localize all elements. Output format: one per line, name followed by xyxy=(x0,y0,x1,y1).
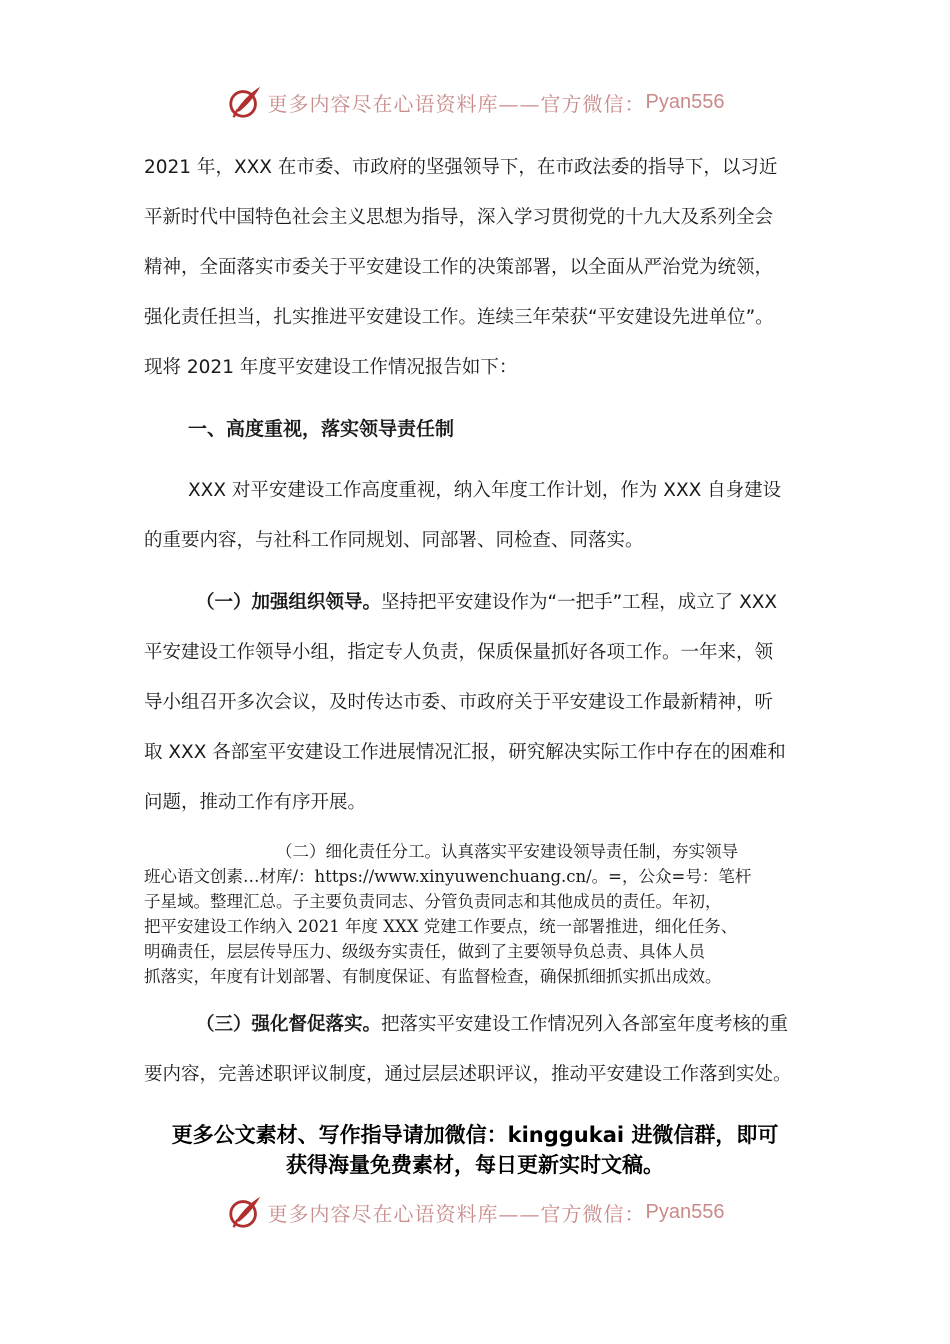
subsection-first-line xyxy=(196,1005,806,1045)
subsection-text: 坚持把平安建设作为“一把手”工程，成立了 XXX xyxy=(381,592,778,613)
subsection-serif-line: 抓落实，年度有计划部署、有制度保证、有监督检查，确保抓细抓实抓出成效。 xyxy=(144,967,722,986)
intro-line: 精神，全面落实市委关于平安建设工作的决策部署，以全面从严治党为统领， xyxy=(144,257,774,278)
subsection-first-line xyxy=(196,583,806,623)
subsection-line: 导小组召开多次会议，及时传达市委、市政府关于平安建设工作最新精神，听 xyxy=(144,692,774,713)
subsection-text: 把落实平安建设工作情况列入各部室年度考核的重 xyxy=(381,1014,789,1035)
subsection-serif-line: 子星域。整理汇总。子主要负责同志、分管负责同志和其他成员的责任。年初， xyxy=(144,892,722,911)
section-para-line: XXX 对平安建设工作高度重视，纳入年度工作计划，作为 XXX 自身建设 xyxy=(188,480,782,501)
section-heading: 一、高度重视，落实领导责任制 xyxy=(188,418,455,440)
subsection-line: 平安建设工作领导小组，指定专人负责，保质保量抓好各项工作。一年来，领 xyxy=(144,642,774,663)
intro-line: 平新时代中国特色社会主义思想为指导，深入学习贯彻党的十九大及系列全会 xyxy=(144,207,774,228)
quill-logo-icon xyxy=(226,83,264,121)
promo-line: 更多公文素材、写作指导请加微信：kinggukai 进微信群，即可 xyxy=(171,1123,779,1147)
intro-line: 现将 2021 年度平安建设工作情况报告如下： xyxy=(144,357,518,378)
intro-line: 强化责任担当，扎实推进平安建设工作。连续三年荣获“平安建设先进单位”。 xyxy=(144,307,774,328)
promo-line: 获得海量免费素材，每日更新实时文稿。 xyxy=(286,1153,664,1177)
banner-text: 更多内容尽在心语资料库——官方微信： xyxy=(267,91,646,116)
subsection-line: 问题，推动工作有序开展。 xyxy=(144,792,367,813)
subsection-serif-line: 班心语文创素…材库/：https://www.xinyuwenchuang.cn/。=，公众=号：笔杆 xyxy=(144,867,752,886)
subsection-title: （三）强化督促落实。 xyxy=(196,1014,382,1035)
banner-wechat-id: Pyan556 xyxy=(645,90,725,113)
subsection-line: 取 XXX 各部室平安建设工作进展情况汇报，研究解决实际工作中存在的困难和 xyxy=(144,742,786,763)
subsection-serif-line: （二）细化责任分工。认真落实平安建设领导责任制，夯实领导 xyxy=(276,842,738,861)
banner-text: 更多内容尽在心语资料库——官方微信： xyxy=(267,1201,646,1226)
intro-line: 2021 年，XXX 在市委、市政府的坚强领导下，在市政法委的指导下，以习近 xyxy=(144,157,778,178)
subsection-title: （一）加强组织领导。 xyxy=(196,592,382,613)
banner-wechat-id: Pyan556 xyxy=(645,1200,725,1223)
subsection-line: 要内容，完善述职评议制度，通过层层述职评议，推动平安建设工作落到实处。 xyxy=(144,1064,792,1085)
top-watermark-banner xyxy=(0,82,950,122)
section-para-line: 的重要内容，与社科工作同规划、同部署、同检查、同落实。 xyxy=(144,530,644,551)
subsection-serif-line: 把平安建设工作纳入 2021 年度 XXX 党建工作要点，统一部署推进，细化任务、 xyxy=(144,917,738,936)
subsection-serif-line: 明确责任，层层传导压力、级级夯实责任，做到了主要领导负总责、具体人员 xyxy=(144,942,705,961)
bottom-watermark-banner xyxy=(0,1192,950,1232)
quill-logo-icon xyxy=(226,1193,264,1231)
